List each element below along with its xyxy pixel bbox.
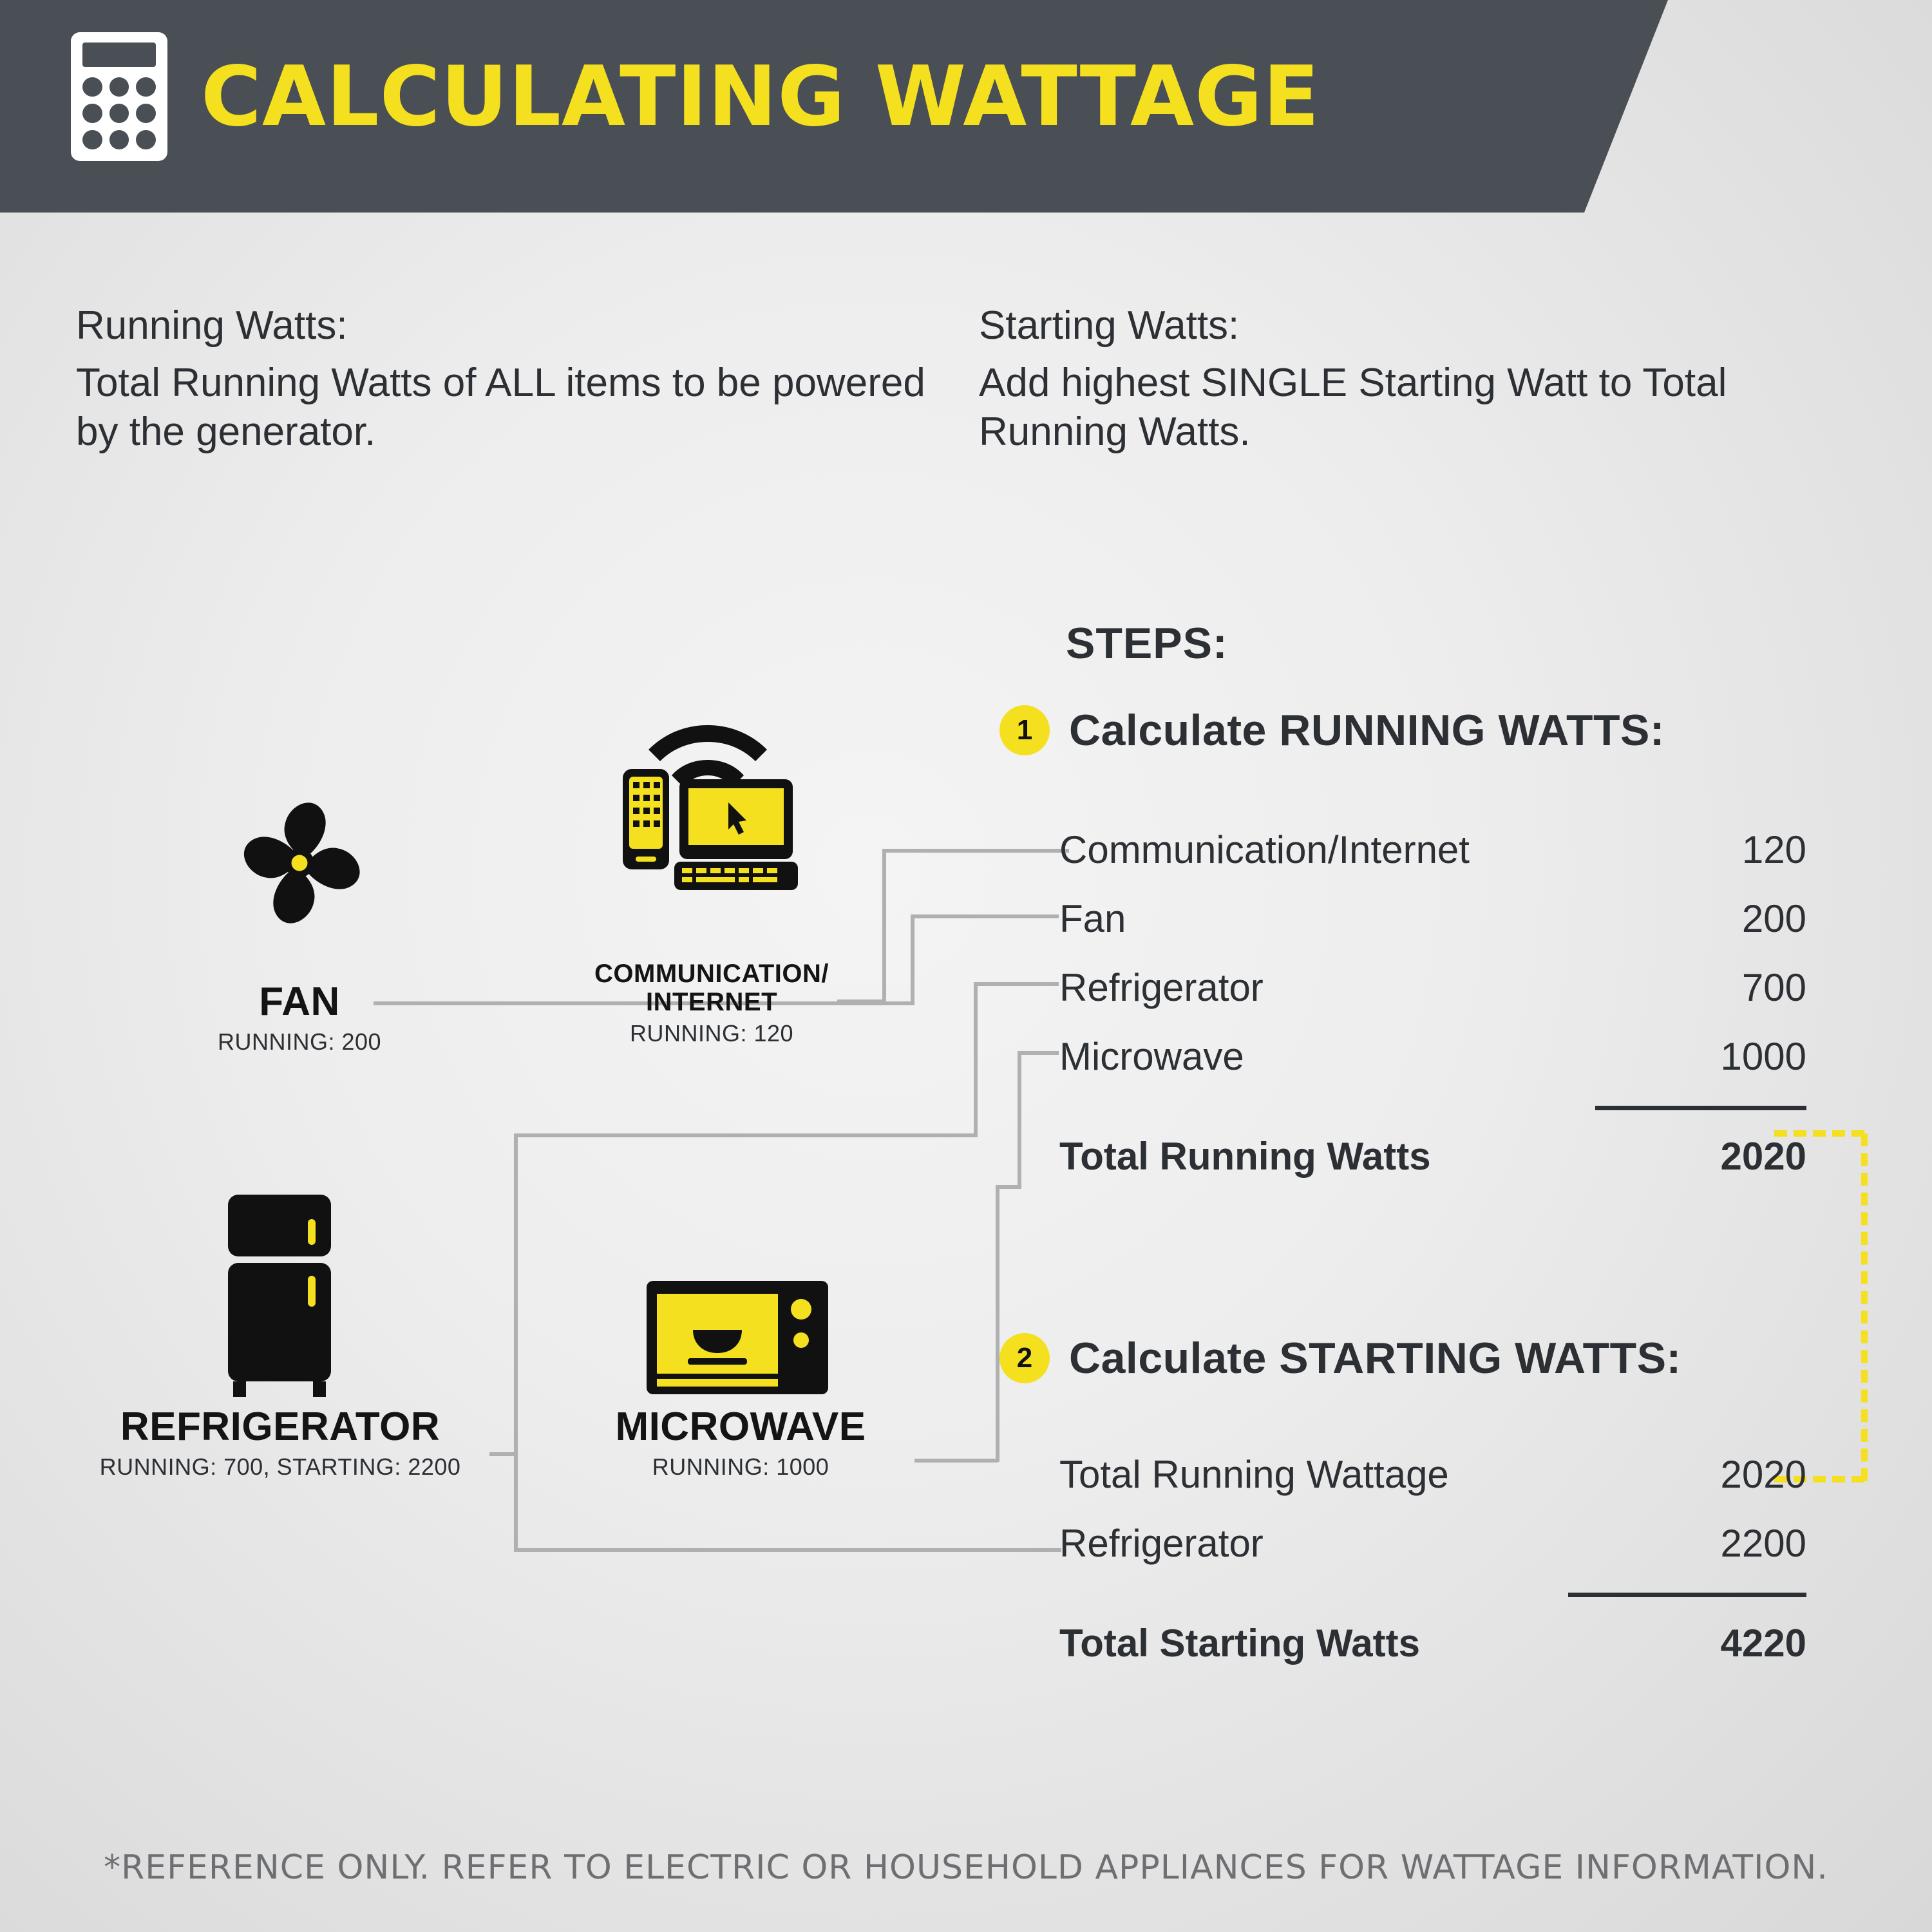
running-total-row <box>1059 1134 1806 1203</box>
appliance-communication <box>554 960 869 1047</box>
connector-microwave-to-table <box>1018 1051 1059 1055</box>
running-row-1-label: Fan <box>1059 897 1126 940</box>
appliance-fan <box>142 979 457 1056</box>
connector-fridge-start-horizontal <box>514 1548 1061 1552</box>
intro-running-colon: : <box>336 303 348 348</box>
intro-starting-heading <box>979 303 1880 348</box>
connector-communication <box>882 849 1069 853</box>
running-table-rule <box>1595 1106 1806 1110</box>
intro-starting-body: Add highest SINGLE Starting Watt to Total Running Watts. <box>979 361 1727 454</box>
intro-running-body: Total Running Watts of ALL items to be powered by the generator. <box>76 361 925 454</box>
microwave-icon <box>644 1278 831 1404</box>
step-2-heading: Calculate STARTING WATTS: <box>1069 1334 1681 1383</box>
connector-microwave-stub <box>914 1459 998 1463</box>
appliance-communication-name-line2: INTERNET <box>646 988 777 1016</box>
starting-row-1-value: 2200 <box>1720 1522 1806 1565</box>
starting-row-1-label: Refrigerator <box>1059 1522 1264 1565</box>
step-1-heading: Calculate RUNNING WATTS: <box>1069 706 1665 755</box>
starting-table-rule <box>1568 1593 1806 1597</box>
starting-total-label: Total Starting Watts <box>1059 1622 1420 1665</box>
running-row-0-label: Communication/Internet <box>1059 828 1470 871</box>
table-row <box>1059 1452 1806 1521</box>
footnote: *REFERENCE ONLY. REFER TO ELECTRIC OR HOUSEHOLD APPLIANCES FOR WATTAGE INFORMATION. <box>104 1848 1828 1887</box>
table-row <box>1059 828 1806 896</box>
appliance-communication-name-line1: COMMUNICATION/ <box>594 960 829 988</box>
running-row-1-value: 200 <box>1741 897 1806 940</box>
calculator-screen <box>82 43 156 67</box>
running-row-2-label: Refrigerator <box>1059 966 1264 1009</box>
appliance-refrigerator <box>58 1404 502 1481</box>
page-title: CALCULATING WATTAGE <box>201 48 1320 145</box>
appliance-microwave-name: MICROWAVE <box>615 1405 866 1449</box>
calculator-keys <box>82 77 156 149</box>
appliance-refrigerator-name: REFRIGERATOR <box>120 1405 440 1449</box>
intro-starting-heading-text: Starting Watts <box>979 303 1229 348</box>
intro-running-watts <box>76 303 952 456</box>
step-2-badge: 2 <box>999 1333 1050 1383</box>
header-slant-decoration <box>1584 0 1668 213</box>
appliance-refrigerator-sub: RUNNING: 700, STARTING: 2200 <box>99 1454 461 1480</box>
running-total-value: 2020 <box>1720 1135 1806 1178</box>
connector-fridge-vert2 <box>974 982 978 1137</box>
table-row <box>1059 896 1806 965</box>
connector-fan-to-table <box>911 914 1059 918</box>
intro-starting-colon: : <box>1228 303 1240 348</box>
starting-watts-table <box>1059 1452 1806 1690</box>
step-1-badge: 1 <box>999 705 1050 755</box>
steps-title: STEPS: <box>1066 619 1228 668</box>
starting-row-0-label: Total Running Wattage <box>1059 1453 1449 1496</box>
appliance-fan-sub: RUNNING: 200 <box>217 1028 382 1055</box>
connector-communication-vert <box>882 849 886 1003</box>
connector-fan-vert <box>911 914 914 1005</box>
table-row <box>1059 1521 1806 1590</box>
appliance-microwave-sub: RUNNING: 1000 <box>652 1454 829 1480</box>
header-content <box>71 32 1320 161</box>
connector-microwave-vert <box>996 1185 999 1462</box>
intro-running-heading <box>76 303 952 348</box>
fan-icon <box>219 782 380 947</box>
table-row <box>1059 965 1806 1034</box>
appliance-fan-name: FAN <box>259 980 340 1024</box>
running-total-label: Total Running Watts <box>1059 1135 1431 1178</box>
appliance-communication-sub: RUNNING: 120 <box>629 1020 794 1046</box>
connector-fridge-horizontal <box>514 1133 978 1137</box>
carry-dashed-vertical <box>1861 1133 1868 1481</box>
running-watts-table <box>1059 828 1806 1203</box>
intro-starting-watts <box>979 303 1880 456</box>
connector-microwave-vert2 <box>1018 1051 1021 1188</box>
starting-row-0-value: 2020 <box>1720 1453 1806 1496</box>
running-row-0-value: 120 <box>1741 828 1806 871</box>
calculator-icon <box>71 32 167 161</box>
laptop-wifi-icon <box>615 702 802 924</box>
running-row-3-label: Microwave <box>1059 1035 1244 1078</box>
refrigerator-icon <box>213 1188 348 1404</box>
running-row-2-value: 700 <box>1741 966 1806 1009</box>
running-row-3-value: 1000 <box>1720 1035 1806 1078</box>
starting-total-value: 4220 <box>1720 1622 1806 1665</box>
intro-running-heading-text: Running Watts <box>76 303 337 348</box>
table-row <box>1059 1034 1806 1103</box>
connector-fridge-to-table <box>974 982 1059 986</box>
starting-total-row <box>1059 1621 1806 1690</box>
appliance-microwave <box>560 1404 921 1481</box>
connector-fridge-start-vert <box>514 1133 518 1552</box>
